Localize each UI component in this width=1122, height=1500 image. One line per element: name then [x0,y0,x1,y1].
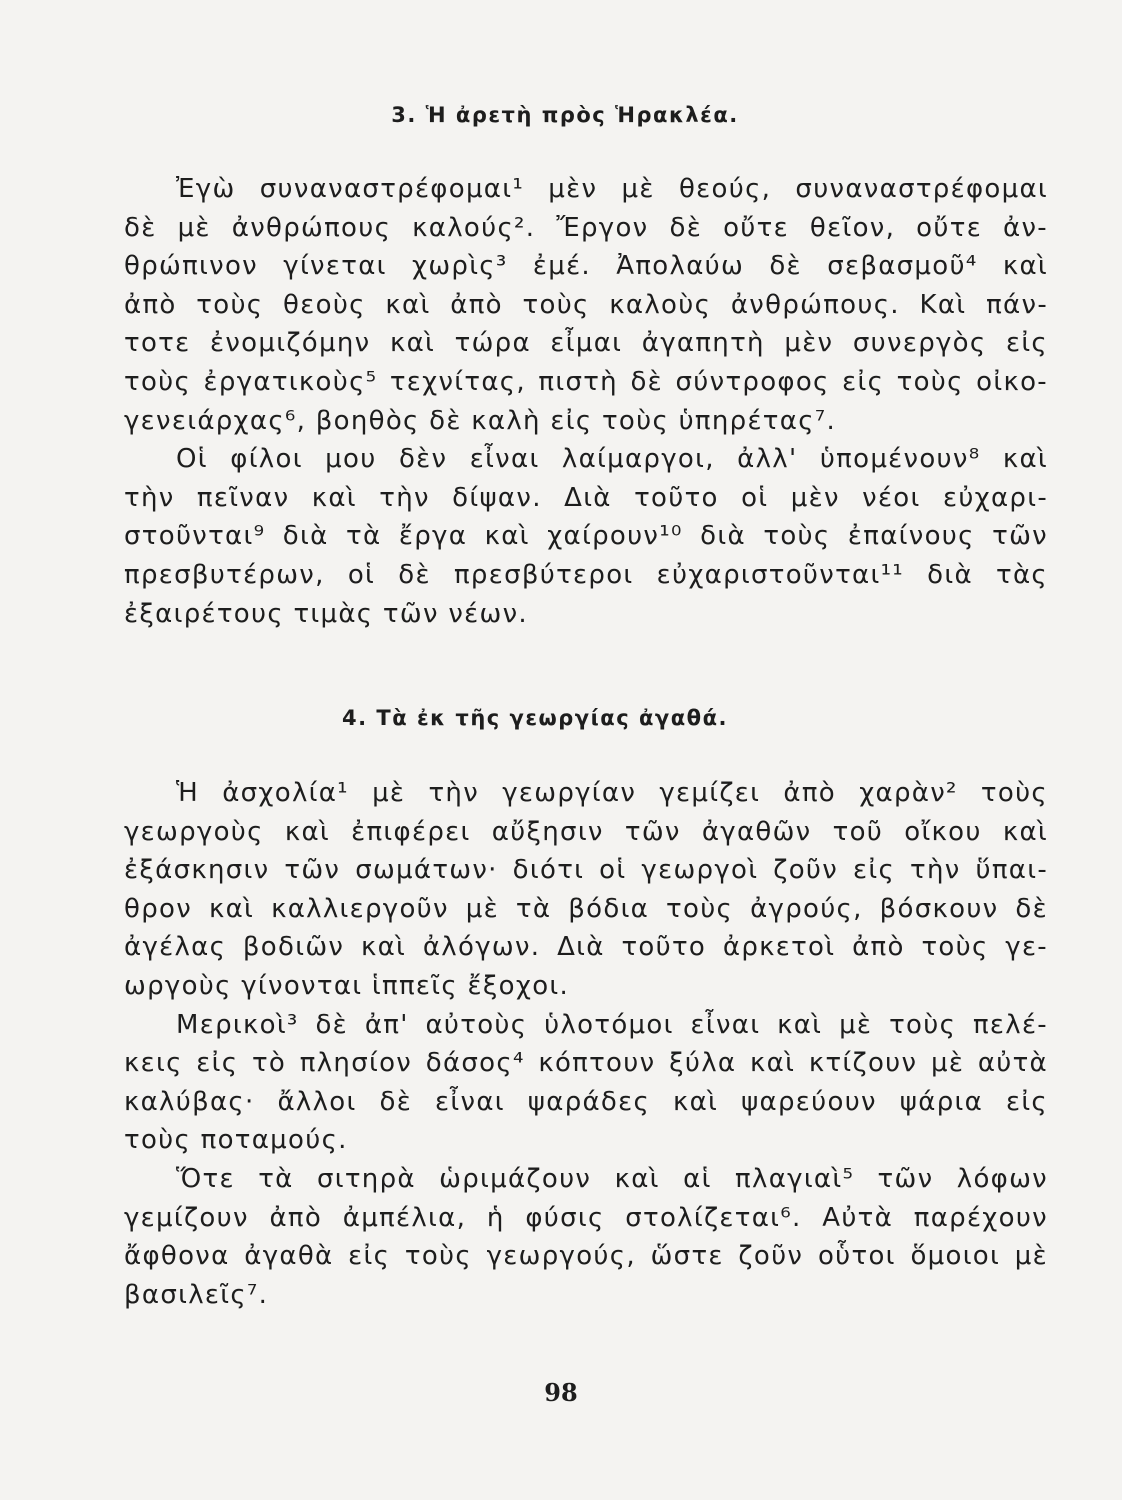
text-line: ἄφθονα ἀγαθὰ εἰς τοὺς γεωργούς, ὥστε ζοῦν οὗτοι ὅμοιοι μὲ [124,1241,1048,1272]
section-4-text [124,774,1048,1314]
text-line: θρώπινον γίνεται χωρὶς³ ἐμέ. Ἀπολαύω δὲ σεβασμοῦ⁴ καὶ [124,251,1048,282]
text-line: βασιλεῖς⁷. [124,1279,269,1310]
text-line: Ὅτε τὰ σιτηρὰ ὡριμάζουν καὶ αἱ πλαγιαὶ⁵ τῶν λόφων [176,1163,1048,1194]
text-line: Οἱ φίλοι μου δὲν εἶναι λαίμαργοι, ἀλλ' ὑπομένουν⁸ καὶ [176,444,1048,475]
section-heading-3: 3. Ἡ ἀρετὴ πρὸς Ἡρακλέα. [391,103,739,127]
section-heading-4: 4. Τὰ ἐκ τῆς γεωργίας ἀγαθά. [342,706,728,730]
text-line: γεμίζουν ἀπὸ ἀμπέλια, ἡ φύσις στολίζεται⁶. Αὐτὰ παρέχουν [124,1202,1048,1233]
text-line: γενειάρχας⁶, βοηθὸς δὲ καλὴ εἰς τοὺς ὑπηρέτας⁷. [124,405,837,436]
text-line: ἐξαιρέτους τιμὰς τῶν νέων. [124,598,528,629]
text-line: τοτε ἐνομιζόμην καὶ τώρα εἶμαι ἀγαπητὴ μὲν συνεργὸς εἰς [124,328,1048,359]
text-line: Μερικοὶ³ δὲ ἀπ' αὐτοὺς ὑλοτόμοι εἶναι καὶ μὲ τοὺς πελέ- [176,1009,1048,1040]
text-line: τοὺς ποταμούς. [124,1125,348,1156]
text-line: Ἡ ἀσχολία¹ μὲ τὴν γεωργίαν γεμίζει ἀπὸ χαρὰν² τοὺς [176,778,1048,808]
text-line: πρεσβυτέρων, οἱ δὲ πρεσβύτεροι εὐχαριστοῦνται¹¹ διὰ τὰς [124,559,1048,590]
section-3-text [124,170,1048,633]
page-number: 98 [544,1378,578,1407]
text-line: καλύβας· ἄλλοι δὲ εἶναι ψαράδες καὶ ψαρεύουν ψάρια εἰς [124,1086,1048,1117]
text-line: τοὺς ἐργατικοὺς⁵ τεχνίτας, πιστὴ δὲ σύντροφος εἰς τοὺς οἰκο- [124,366,1048,397]
text-line: στοῦνται⁹ διὰ τὰ ἔργα καὶ χαίρουν¹⁰ διὰ τοὺς ἐπαίνους τῶν [124,521,1048,552]
text-line: θρον καὶ καλλιεργοῦν μὲ τὰ βόδια τοὺς ἀγρούς, βόσκουν δὲ [124,893,1048,924]
text-line: γεωργοὺς καὶ ἐπιφέρει αὔξησιν τῶν ἀγαθῶν τοῦ οἴκου καὶ [124,816,1048,847]
text-line: ἐξάσκησιν τῶν σωμάτων· διότι οἱ γεωργοὶ ζοῦν εἰς τὴν ὕπαι- [124,855,1048,886]
text-line: Ἐγὼ συναναστρέφομαι¹ μὲν μὲ θεούς, συναναστρέφομαι [176,174,1048,204]
text-line: κεις εἰς τὸ πλησίον δάσος⁴ κόπτουν ξύλα καὶ κτίζουν μὲ αὐτὰ [124,1048,1048,1079]
text-line: τὴν πεῖναν καὶ τὴν δίψαν. Διὰ τοῦτο οἱ μὲν νέοι εὐχαρι- [124,482,1048,513]
text-line: ἀγέλας βοδιῶν καὶ ἀλόγων. Διὰ τοῦτο ἀρκετοὶ ἀπὸ τοὺς γε- [124,932,1048,963]
text-line: δὲ μὲ ἀνθρώπους καλούς². Ἔργον δὲ οὔτε θεῖον, οὔτε ἀν- [124,212,1048,243]
text-line: ωργοὺς γίνονται ἱππεῖς ἔξοχοι. [124,970,570,1001]
text-line: ἀπὸ τοὺς θεοὺς καὶ ἀπὸ τοὺς καλοὺς ἀνθρώπους. Καὶ πάν- [124,289,1048,320]
